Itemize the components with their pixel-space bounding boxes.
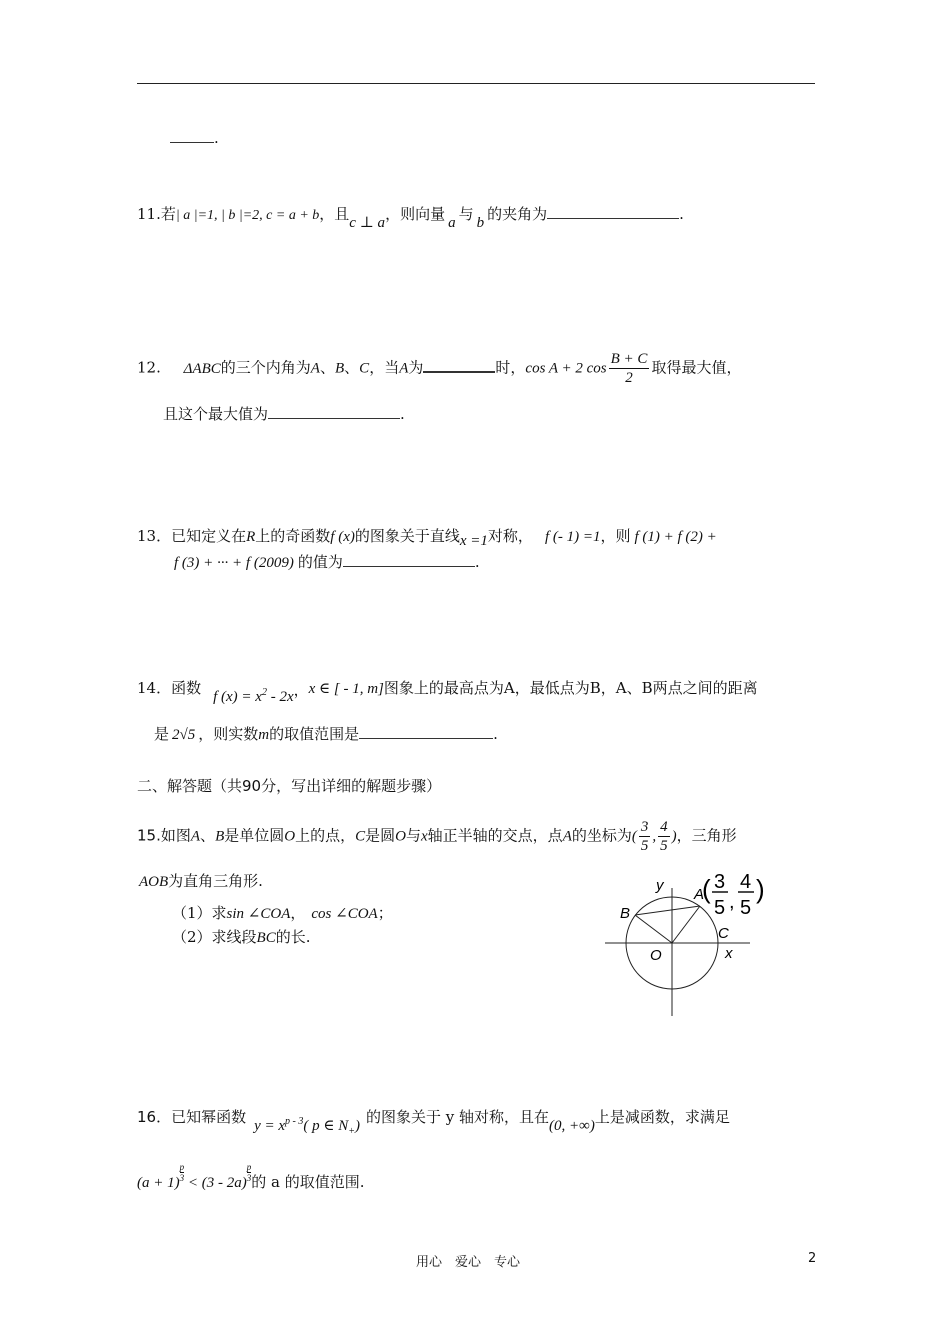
question-15-sub2: （2）求线段BC的长. [172, 928, 311, 946]
y-axis-label: y [656, 877, 664, 894]
point-a-label: A [694, 886, 705, 903]
segment-ab [635, 906, 700, 915]
question-14-line2: 是 2√5 ，则实数m的取值范围是 . [154, 725, 498, 743]
x-axis-label: x [725, 945, 733, 962]
question-11: 11.若| a |=1, | b |=2, c = a + b，且c ⊥ a，则向量 a 与 b 的夹角为 . [137, 205, 684, 231]
coord-close-paren: ) [756, 874, 765, 904]
answer-blank[interactable] [423, 357, 495, 373]
point-b-label: B [620, 905, 631, 922]
footer-motto: 用心 爱心 专心 [416, 1255, 521, 1270]
top-blank-line: . [170, 128, 219, 147]
question-13: 13．已知定义在R上的奇函数f (x)的图象关于直线x =1对称， f (- 1) =1，则 f (1) + f (2) + [137, 527, 717, 549]
question-12: 12. ΔABC的三个内角为A、B、C，当A为 时，cos A + 2 cos $\frac{B + C}{2}$ 取得最大值， [137, 351, 742, 386]
question-number: 13． [137, 527, 172, 545]
question-13-line2: f (3) + ··· + f (2009) 的值为 . [174, 553, 480, 571]
question-12-line2: 且这个最大值为 . [163, 405, 405, 423]
question-number: 16． [137, 1108, 172, 1126]
coord-comma: , [729, 891, 735, 913]
question-15: 15.如图A、B是单位圆O上的点，C是圆O与x轴正半轴的交点，点A的坐标为( $\frac{3}{5}$ , $\frac{4}{5}$ )，三角形 [137, 819, 737, 854]
question-16: 16．已知幂函数 $y = x^{p - 3}$( p ∈ $N_+$) 的图象关于 y 轴对称，且在(0, +∞)上是减函数，求满足 [137, 1108, 730, 1137]
fraction: $\frac{4}{5}$ [660, 819, 668, 854]
header-rule [137, 83, 815, 84]
coord-open-paren: ( [702, 874, 711, 904]
question-number: 14．函数 [137, 679, 202, 697]
segment-oa [672, 906, 700, 943]
section-heading: 二、解答题（共90分，写出详细的解题步骤） [137, 777, 442, 795]
point-c-label: C [718, 925, 729, 942]
answer-blank[interactable] [268, 404, 400, 419]
answer-blank[interactable] [359, 724, 493, 739]
answer-blank[interactable] [170, 128, 214, 143]
question-15-line2: AOB为直角三角形. [139, 872, 263, 890]
answer-blank[interactable] [547, 204, 679, 219]
question-16-line2: (a + 1) $\frac{p}{3}$ < (3 - 2a) $\frac{p}{3}$ 的 a 的取值范围. [137, 1162, 365, 1191]
fraction: $\frac{3}{5}$ [640, 819, 649, 854]
question-number: 11. [137, 205, 161, 223]
origin-label: O [650, 947, 662, 964]
question-number: 12. [137, 358, 161, 377]
coord-den-1: 5 [714, 897, 726, 919]
page-number: 2 [808, 1251, 817, 1266]
question-14: 14．函数 f $(x) = x^2 - 2x$，x ∈ [ - 1, m]图象上的最高点为A，最低点为B，A、B两点之间的距离 [137, 679, 758, 705]
coord-num-1: 3 [714, 871, 726, 893]
segment-ob [635, 915, 672, 943]
question-number: 15. [137, 826, 161, 845]
unit-circle-figure [600, 868, 780, 1018]
coord-num-2: 4 [740, 871, 752, 893]
coord-den-2: 5 [740, 897, 752, 919]
fraction: $\frac{B + C}{2}$ [610, 351, 648, 386]
answer-blank[interactable] [343, 552, 475, 567]
question-15-sub1: （1）求sin ∠COA， cos ∠COA； [172, 904, 393, 922]
